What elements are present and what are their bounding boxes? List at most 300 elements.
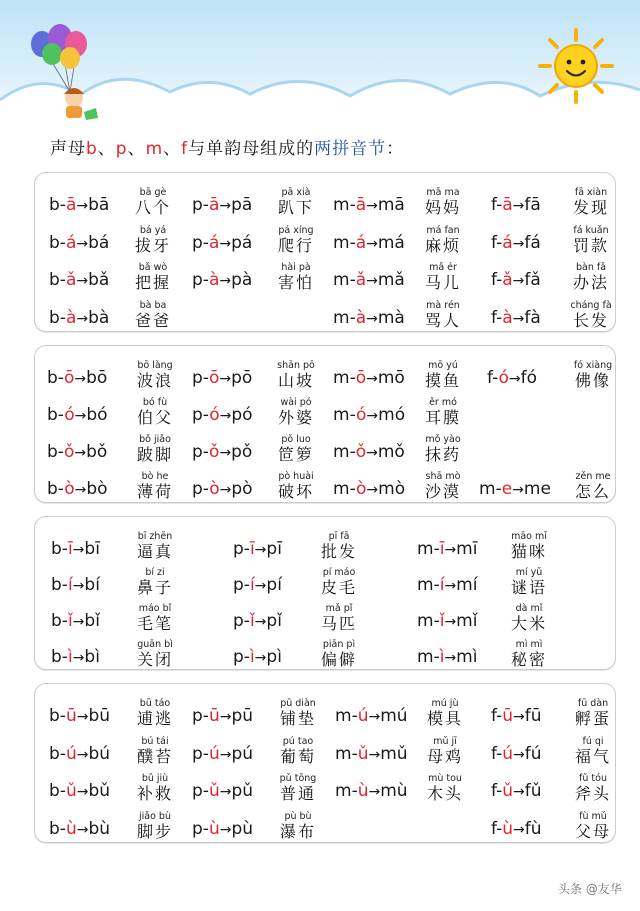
word-pinyin: pǒ luo [281, 434, 311, 445]
syllable-equation [192, 270, 252, 290]
vowel: ó [356, 405, 367, 425]
syllable-result: fā [524, 195, 541, 215]
syllable-result: bǎ [88, 270, 110, 290]
arrow-icon: → [219, 198, 232, 214]
vowel: à [208, 270, 220, 290]
hyphen: - [61, 539, 68, 559]
initial-consonant: p [192, 781, 203, 801]
syllable-equation [491, 308, 541, 328]
word-hanzi: 猫咪 [510, 542, 547, 561]
arrow-icon: → [219, 408, 232, 424]
word-hanzi: 谜语 [510, 578, 547, 597]
initial-consonant: m [333, 442, 350, 462]
arrow-icon: → [444, 578, 457, 594]
hyphen: - [57, 405, 65, 425]
hyphen: - [433, 539, 440, 559]
word-hanzi: 趴下 [277, 198, 314, 217]
vowel: ó [498, 368, 509, 388]
initial-consonant: b [49, 232, 60, 253]
hyphen: - [59, 307, 66, 328]
hyphen: - [202, 270, 209, 290]
initial-consonant: f [491, 232, 497, 253]
hyphen: - [349, 270, 356, 290]
hyphen: - [349, 232, 356, 253]
syllable-equation [192, 819, 253, 839]
initial-consonant: m [417, 611, 434, 631]
initial-consonant: m [333, 368, 350, 388]
word-hanzi: 山坡 [277, 371, 314, 390]
vowel: ù [65, 818, 77, 839]
example-word [127, 225, 179, 256]
word-hanzi: 批发 [320, 542, 357, 561]
hyphen: - [351, 743, 358, 764]
hyphen: - [59, 270, 66, 290]
vowel: ǐ [439, 611, 445, 631]
vowel: ì [67, 647, 73, 667]
syllable-equation [487, 368, 537, 388]
vowel: ī [249, 539, 255, 559]
example-word [272, 698, 324, 729]
initial-consonant: b [49, 706, 60, 726]
hyphen: - [496, 818, 503, 839]
word-hanzi: 大米 [510, 614, 547, 633]
word-pinyin: pū diàn [280, 698, 316, 709]
example-word [127, 187, 179, 218]
word-hanzi: 关闭 [136, 650, 173, 669]
syllable-result: mí [456, 575, 478, 595]
initial-consonant: b [49, 307, 60, 328]
initial-consonant: b [49, 195, 60, 215]
vowel: ò [64, 479, 75, 499]
syllable-result: pǐ [266, 611, 282, 631]
initial-consonant: b [49, 270, 60, 290]
arrow-icon: → [74, 482, 87, 498]
initial-consonant: m [333, 232, 350, 253]
syllable-equation [51, 647, 100, 667]
hyphen: - [202, 442, 209, 462]
vowel: á [208, 232, 220, 253]
hyphen: - [496, 195, 503, 215]
word-hanzi: 秘密 [510, 650, 547, 669]
example-word [127, 262, 179, 293]
word-pinyin: mǎ ér [429, 262, 457, 273]
example-word [270, 262, 322, 293]
syllable-equation [335, 744, 408, 764]
syllable-result: mǒ [377, 442, 405, 462]
vowel: ō [63, 368, 75, 388]
vowel: ǎ [65, 270, 77, 290]
initial-consonant: b [47, 405, 58, 425]
vowel: ǒ [208, 442, 220, 462]
example-word [270, 397, 322, 428]
arrow-icon: → [512, 482, 524, 498]
syllable-card [34, 516, 616, 670]
arrow-icon: → [512, 198, 525, 214]
syllable-result: mú [380, 706, 408, 726]
example-word [567, 360, 619, 391]
word-pinyin: fā xiàn [574, 187, 608, 198]
example-word [503, 531, 555, 562]
vowel: ǔ [208, 781, 220, 801]
syllable-equation [192, 405, 253, 425]
word-hanzi: 马匹 [320, 614, 357, 633]
arrow-icon: → [254, 650, 267, 666]
word-hanzi: 把握 [134, 273, 171, 292]
initial-consonant: p [192, 270, 203, 290]
word-pinyin: bā gè [139, 187, 167, 198]
word-hanzi: 爬行 [277, 235, 314, 255]
arrow-icon: → [366, 445, 378, 461]
hyphen: - [57, 368, 64, 388]
hyphen: - [61, 611, 68, 631]
syllable-result: bǐ [84, 611, 100, 631]
arrow-icon: → [512, 821, 525, 838]
syllable-result: pā [231, 195, 253, 215]
word-hanzi: 马儿 [424, 273, 461, 292]
hyphen: - [349, 479, 357, 499]
hyphen: - [349, 195, 356, 215]
example-word [272, 773, 324, 804]
initial-consonant: p [192, 368, 203, 388]
word-hanzi: 福气 [574, 746, 611, 766]
example-word [503, 603, 555, 634]
example-word [129, 434, 181, 465]
word-hanzi: 斧头 [574, 784, 611, 803]
syllable-result: mǎ [377, 270, 405, 290]
syllable-result: mò [378, 479, 406, 499]
example-word [419, 736, 471, 767]
syllable-equation [47, 442, 107, 462]
word-pinyin: bàn fǎ [575, 262, 607, 273]
syllable-equation [47, 368, 107, 388]
hyphen: - [349, 307, 356, 328]
title-part: p [115, 139, 128, 159]
hyphen: - [496, 743, 503, 764]
arrow-icon: → [254, 542, 267, 558]
arrow-icon: → [76, 235, 89, 252]
example-word [129, 397, 181, 428]
vowel: í [439, 575, 445, 595]
word-pinyin: mì mì [515, 639, 543, 650]
initial-consonant: p [192, 706, 203, 726]
initial-consonant: f [491, 307, 497, 328]
syllable-equation [49, 744, 110, 764]
initial-consonant: b [47, 442, 58, 462]
word-pinyin: shān pō [277, 360, 315, 371]
arrow-icon: → [512, 273, 525, 289]
word-hanzi: 长发 [572, 310, 609, 330]
page-title [50, 134, 404, 160]
initial-consonant: m [333, 195, 350, 215]
watermark: 头条 @友华 [558, 882, 622, 896]
initial-consonant: p [233, 611, 244, 631]
syllable-result: bì [84, 647, 100, 667]
word-pinyin: pò huài [278, 471, 314, 482]
hyphen: - [202, 405, 210, 425]
initial-consonant: m [333, 479, 350, 499]
hyphen: - [202, 195, 209, 215]
hyphen: - [349, 405, 357, 425]
syllable-equation [192, 442, 252, 462]
example-word [417, 187, 469, 218]
syllable-equation [491, 781, 541, 801]
word-hanzi: 爸爸 [134, 310, 171, 330]
example-word [129, 736, 181, 767]
syllable-equation [333, 479, 405, 499]
arrow-icon: → [368, 746, 381, 763]
syllable-equation [49, 270, 109, 290]
word-pinyin: mí yǔ [515, 567, 543, 578]
hyphen: - [433, 575, 440, 595]
example-word [129, 603, 181, 634]
initial-consonant: b [51, 539, 62, 559]
syllable-result: fà [524, 307, 541, 328]
initial-consonant: p [192, 442, 203, 462]
arrow-icon: → [366, 482, 379, 498]
hyphen: - [202, 706, 209, 726]
syllable-result: fū [524, 706, 542, 726]
initial-consonant: p [192, 743, 203, 764]
vowel: ò [209, 479, 220, 499]
example-word [313, 567, 365, 598]
vowel: ī [67, 539, 73, 559]
word-hanzi: 摸鱼 [424, 371, 461, 390]
hyphen: - [243, 539, 250, 559]
arrow-icon: → [219, 445, 232, 461]
syllable-result: bù [88, 818, 111, 839]
vowel: ǔ [502, 781, 513, 801]
initial-consonant: p [192, 232, 203, 253]
vowel: à [355, 307, 367, 328]
title-part: 、 [127, 139, 146, 159]
example-word [129, 531, 181, 562]
vowel: ǎ [355, 270, 367, 290]
initial-consonant: m [335, 781, 352, 801]
syllable-equation [192, 706, 253, 726]
word-hanzi: 薄荷 [136, 482, 173, 501]
syllable-equation [49, 308, 109, 328]
word-pinyin: mǒ yào [425, 434, 461, 445]
vowel: ù [502, 818, 513, 839]
syllable-result: pù [231, 818, 254, 839]
syllable-card [34, 172, 616, 332]
example-word [417, 360, 469, 391]
hyphen: - [351, 706, 358, 726]
arrow-icon: → [508, 371, 521, 387]
vowel: ǎ [502, 270, 513, 290]
arrow-icon: → [219, 746, 232, 763]
hyphen: - [57, 442, 64, 462]
word-pinyin: piān pì [322, 639, 356, 650]
arrow-icon: → [512, 310, 525, 327]
example-word [270, 360, 322, 391]
syllable-equation [192, 233, 252, 253]
initial-consonant: b [47, 479, 58, 499]
example-word [503, 639, 555, 670]
word-hanzi: 铺垫 [279, 709, 316, 728]
arrow-icon: → [366, 310, 378, 327]
word-pinyin: bà ba [139, 299, 167, 311]
word-hanzi: 醭苔 [136, 746, 173, 766]
word-hanzi: 木头 [426, 784, 463, 803]
initial-consonant: b [51, 647, 62, 667]
word-hanzi: 波浪 [136, 371, 173, 390]
syllable-result: bǔ [88, 781, 111, 801]
arrow-icon: → [512, 746, 525, 763]
syllable-equation [417, 611, 477, 631]
syllable-equation [491, 744, 541, 764]
syllable-result: bā [88, 195, 110, 215]
title-part: 、 [163, 139, 182, 159]
syllable-equation [491, 233, 541, 253]
word-hanzi: 沙漠 [424, 482, 461, 501]
vowel: ǔ [357, 743, 369, 764]
example-word [129, 567, 181, 598]
vowel: ù [357, 781, 369, 801]
arrow-icon: → [219, 784, 232, 800]
syllable-equation [192, 744, 253, 764]
example-word [567, 471, 619, 502]
word-pinyin: pú tao [282, 735, 314, 747]
word-hanzi: 发现 [572, 198, 609, 217]
word-hanzi: 笸箩 [277, 445, 314, 464]
syllable-result: pá [231, 232, 253, 253]
vowel: ō [355, 368, 367, 388]
word-pinyin: fū dàn [577, 698, 609, 709]
word-hanzi: 补救 [136, 784, 173, 803]
initial-consonant: f [491, 781, 497, 801]
example-word [567, 811, 619, 842]
arrow-icon: → [444, 614, 457, 630]
initial-consonant: m [333, 307, 350, 328]
hyphen: - [202, 368, 209, 388]
example-word [270, 187, 322, 218]
syllable-equation [192, 368, 252, 388]
syllable-equation [49, 781, 110, 801]
arrow-icon: → [366, 235, 378, 252]
arrow-icon: → [366, 408, 379, 424]
syllable-result: fú [524, 743, 542, 764]
syllable-card [34, 345, 616, 503]
syllable-result: pū [231, 706, 254, 726]
syllable-equation [51, 575, 100, 595]
initial-consonant: m [417, 539, 434, 559]
word-hanzi: 脚步 [136, 821, 173, 841]
vowel: à [502, 307, 513, 328]
word-pinyin: hài pà [281, 262, 311, 273]
hyphen: - [496, 307, 503, 328]
example-word [419, 698, 471, 729]
example-word [127, 300, 179, 331]
arrow-icon: → [444, 650, 457, 666]
arrow-icon: → [76, 310, 89, 327]
syllable-result: bí [84, 575, 100, 595]
syllable-equation [417, 647, 477, 667]
word-hanzi: 鼻子 [136, 578, 173, 597]
word-hanzi: 父母 [574, 821, 611, 841]
word-hanzi: 办法 [572, 273, 609, 292]
syllable-equation [333, 195, 405, 215]
syllable-equation [479, 479, 551, 499]
initial-consonant: m [479, 479, 496, 499]
syllable-result: mù [380, 781, 408, 801]
word-hanzi: 孵蛋 [574, 709, 611, 728]
hyphen: - [202, 232, 209, 253]
title-part: f [181, 139, 189, 159]
word-pinyin: bī zhēn [137, 531, 173, 542]
arrow-icon: → [72, 578, 85, 594]
vowel: ū [65, 706, 77, 726]
syllable-equation [51, 539, 100, 559]
initial-consonant: m [333, 405, 350, 425]
syllable-result: fǔ [524, 781, 542, 801]
hyphen: - [59, 195, 66, 215]
syllable-equation [49, 706, 110, 726]
word-hanzi: 抹药 [424, 445, 461, 464]
syllable-result: mǐ [456, 611, 478, 631]
word-pinyin: cháng fà [570, 299, 612, 311]
syllable-result: bú [88, 743, 111, 764]
initial-consonant: p [233, 575, 244, 595]
arrow-icon: → [219, 482, 232, 498]
initial-consonant: f [491, 270, 497, 290]
arrow-icon: → [444, 542, 457, 558]
hyphen: - [57, 479, 65, 499]
syllable-equation [417, 575, 477, 595]
syllable-equation [333, 442, 405, 462]
syllable-equation [333, 405, 405, 425]
word-pinyin: mā ma [426, 187, 460, 198]
vowel: á [355, 232, 367, 253]
arrow-icon: → [366, 198, 378, 214]
syllable-equation [491, 270, 541, 290]
arrow-icon: → [219, 371, 232, 387]
initial-consonant: b [47, 368, 58, 388]
title-part: ： [386, 139, 405, 159]
word-pinyin: mà rén [426, 299, 460, 311]
syllable-result: pò [231, 479, 253, 499]
syllable-result: bá [88, 232, 110, 253]
vowel: ū [208, 706, 220, 726]
syllable-equation [47, 405, 108, 425]
hyphen: - [59, 781, 66, 801]
initial-consonant: p [192, 818, 203, 839]
word-pinyin: bò he [141, 471, 169, 482]
word-hanzi: 葡萄 [279, 746, 316, 766]
syllable-equation [51, 611, 100, 631]
vowel: à [65, 307, 77, 328]
word-pinyin: bǔ jiù [141, 773, 169, 784]
word-pinyin: máo bǐ [138, 603, 172, 614]
word-hanzi: 麻烦 [424, 235, 461, 255]
word-hanzi: 伯父 [136, 408, 173, 427]
word-pinyin: má fan [426, 224, 460, 236]
word-hanzi: 妈妈 [424, 198, 461, 217]
vowel: ì [249, 647, 255, 667]
word-pinyin: jiǎo bù [139, 810, 171, 822]
syllable-result: bò [86, 479, 108, 499]
word-pinyin: pǔ tōng [279, 773, 317, 784]
example-word [567, 736, 619, 767]
example-word [419, 773, 471, 804]
initial-consonant: f [491, 743, 497, 764]
example-word [129, 698, 181, 729]
hyphen: - [433, 647, 440, 667]
word-hanzi: 模具 [426, 709, 463, 728]
syllable-equation [49, 233, 109, 253]
initial-consonant: b [51, 575, 62, 595]
word-pinyin: fú qi [582, 735, 604, 747]
